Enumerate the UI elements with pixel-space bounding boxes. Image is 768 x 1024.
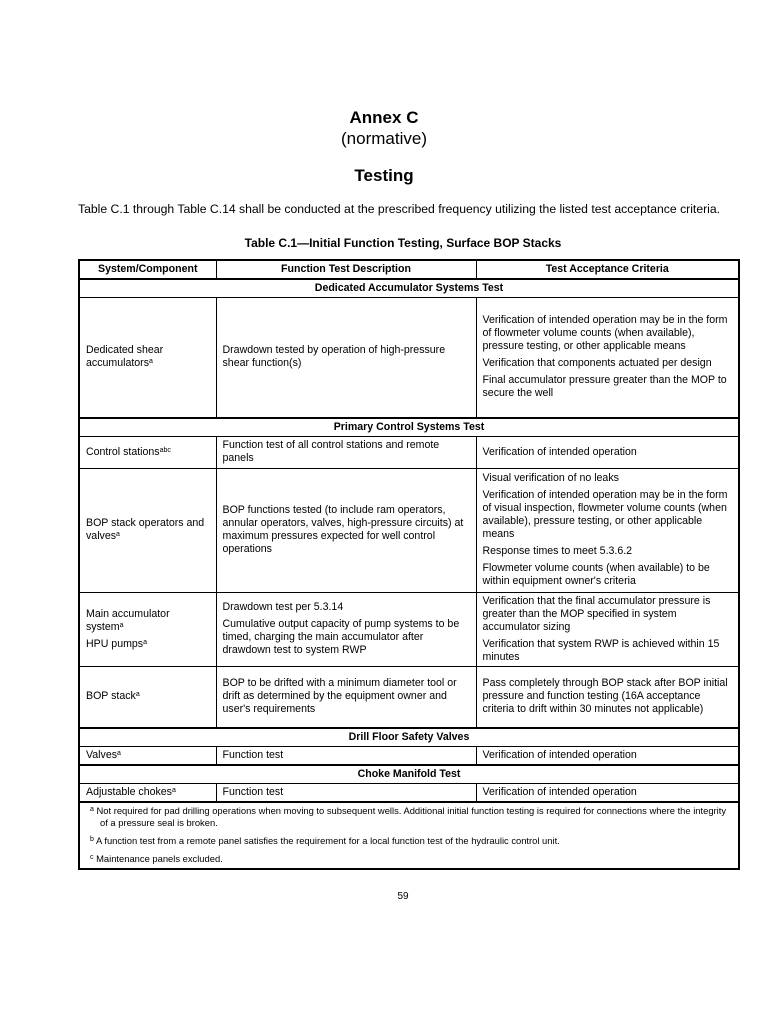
description-text: Drawdown tested by operation of high-pressure shear function(s) bbox=[222, 344, 446, 370]
criteria-cell bbox=[476, 747, 739, 766]
description-cell bbox=[216, 298, 476, 418]
annex-title: Annex C bbox=[349, 108, 419, 127]
criteria-text: Verification of intended operation bbox=[482, 445, 637, 458]
function-testing-table bbox=[78, 259, 740, 870]
criteria-text: Verification of intended operation may be in the form of flowmeter volume counts (when available), pressure testing, or other applicable means bbox=[482, 314, 728, 353]
description-text: Function test bbox=[222, 786, 284, 798]
table-row bbox=[79, 592, 739, 666]
description-text: Function test of all control stations and remote panels bbox=[222, 439, 440, 464]
component-cell bbox=[79, 436, 216, 468]
header-system-component: System/Component bbox=[79, 260, 216, 279]
component-cell bbox=[79, 592, 216, 666]
footnote-ref: a bbox=[119, 621, 124, 629]
section-title: Testing bbox=[354, 166, 414, 185]
footnote-b bbox=[86, 835, 732, 847]
group-row bbox=[79, 728, 739, 747]
table-row bbox=[79, 666, 739, 728]
criteria-text: Pass completely through BOP stack after BOP initial pressure and function testing (16A acceptance criteria to drift within 30 minutes not applicable) bbox=[482, 677, 728, 716]
component-label: Valves bbox=[86, 749, 118, 761]
table-row bbox=[79, 784, 739, 803]
group-drill-floor: Drill Floor Safety Valves bbox=[79, 728, 739, 747]
criteria-cell bbox=[476, 468, 739, 592]
footnote-text: Not required for pad drilling operations when moving to subsequent wells. Additional initial function testing is required for connections where the integrity of a pressure seal is broken. bbox=[96, 805, 727, 828]
footnote-ref: a bbox=[116, 531, 120, 538]
description-cell bbox=[216, 666, 476, 728]
criteria-text: Flowmeter volume counts (when available) to be within equipment owner's criteria bbox=[482, 562, 710, 587]
component-label: Adjustable chokes bbox=[86, 786, 172, 798]
footnote-text: A function test from a remote panel satisfies the requirement for a local function test of the hydraulic control unit. bbox=[96, 835, 560, 846]
criteria-cell bbox=[476, 298, 739, 418]
footnote-ref: a bbox=[171, 787, 176, 794]
description-cell bbox=[216, 468, 476, 592]
table-row bbox=[79, 747, 739, 766]
component-label: HPU pumps bbox=[86, 637, 144, 650]
description-cell bbox=[216, 436, 476, 468]
intro-paragraph: Table C.1 through Table C.14 shall be conducted at the prescribed frequency utilizing the listed test acceptance criteria. bbox=[78, 202, 721, 216]
component-text bbox=[86, 638, 210, 651]
criteria-text: Verification that components actuated per design bbox=[482, 357, 712, 370]
footnote-mark: a bbox=[90, 806, 94, 813]
footnote-mark: b bbox=[90, 836, 94, 843]
criteria-cell bbox=[476, 592, 739, 666]
group-choke-manifold: Choke Manifold Test bbox=[79, 765, 739, 784]
description-text: BOP to be drifted with a minimum diameter tool or drift as determined by the equipment owner and user's requirements bbox=[222, 677, 457, 716]
group-primary-control: Primary Control Systems Test bbox=[79, 418, 739, 437]
component-label: Main accumulator system bbox=[86, 607, 170, 633]
footnote-mark: c bbox=[90, 854, 94, 861]
criteria-text: Verification that system RWP is achieved within 15 minutes bbox=[482, 637, 720, 663]
header-test-acceptance-criteria: Test Acceptance Criteria bbox=[476, 260, 739, 279]
criteria-text: Response times to meet 5.3.6.2 bbox=[482, 545, 633, 557]
criteria-text: Verification of intended operation bbox=[482, 749, 637, 761]
table-row bbox=[79, 468, 739, 592]
footnote-ref: a bbox=[117, 750, 121, 757]
table-caption: Table C.1—Initial Function Testing, Surface BOP Stacks bbox=[244, 236, 562, 250]
component-cell bbox=[79, 747, 216, 766]
description-cell bbox=[216, 784, 476, 803]
table-row bbox=[79, 436, 739, 468]
component-cell bbox=[79, 784, 216, 803]
criteria-cell bbox=[476, 436, 739, 468]
component-label: BOP stack bbox=[86, 690, 136, 703]
footnote-c bbox=[86, 853, 732, 865]
description-text: Drawdown test per 5.3.14 bbox=[222, 601, 344, 613]
group-row bbox=[79, 418, 739, 437]
group-row bbox=[79, 765, 739, 784]
criteria-cell bbox=[476, 666, 739, 728]
page-number: 59 bbox=[397, 891, 409, 902]
footnote-text: Maintenance panels excluded. bbox=[96, 853, 223, 864]
footnote-a bbox=[86, 805, 732, 829]
annex-subtitle: (normative) bbox=[341, 129, 427, 148]
criteria-cell bbox=[476, 784, 739, 803]
component-cell bbox=[79, 666, 216, 728]
footnote-ref: a bbox=[149, 358, 153, 366]
component-label: Dedicated shear accumulators bbox=[86, 344, 164, 370]
criteria-text: Verification of intended operation bbox=[482, 786, 637, 798]
component-label: BOP stack operators and valves bbox=[86, 517, 205, 542]
footnote-ref: a bbox=[135, 691, 140, 699]
group-dedicated-accumulator: Dedicated Accumulator Systems Test bbox=[79, 279, 739, 298]
footnote-ref: abc bbox=[159, 446, 171, 454]
header-function-test-description: Function Test Description bbox=[216, 260, 476, 279]
table-header-row bbox=[79, 260, 739, 279]
table-row bbox=[79, 298, 739, 418]
group-row bbox=[79, 279, 739, 298]
component-cell bbox=[79, 298, 216, 418]
footnotes-row bbox=[79, 802, 739, 869]
criteria-text: Verification of intended operation may be in the form of visual inspection, flowmeter volume counts (when available), pressure testing, or other applicable means bbox=[482, 489, 728, 540]
description-cell bbox=[216, 747, 476, 766]
criteria-text: Verification that the final accumulator pressure is greater than the MOP specified in system accumulator sizing bbox=[482, 594, 711, 633]
component-text bbox=[86, 608, 210, 634]
criteria-text: Final accumulator pressure greater than the MOP to secure the well bbox=[482, 374, 727, 400]
component-cell bbox=[79, 468, 216, 592]
description-text: Cumulative output capacity of pump systems to be timed, charging the main accumulator after drawdown test to system RWP bbox=[222, 618, 460, 656]
component-label: Control stations bbox=[86, 445, 160, 458]
criteria-text: Visual verification of no leaks bbox=[482, 472, 619, 484]
footnote-ref: a bbox=[143, 638, 148, 646]
description-text: Function test bbox=[222, 749, 284, 761]
description-text: BOP functions tested (to include ram operators, annular operators, valves, high-pressure circuits) at maximum pressures expected for well control operations bbox=[222, 504, 464, 555]
footnotes-cell bbox=[79, 802, 739, 869]
description-cell bbox=[216, 592, 476, 666]
